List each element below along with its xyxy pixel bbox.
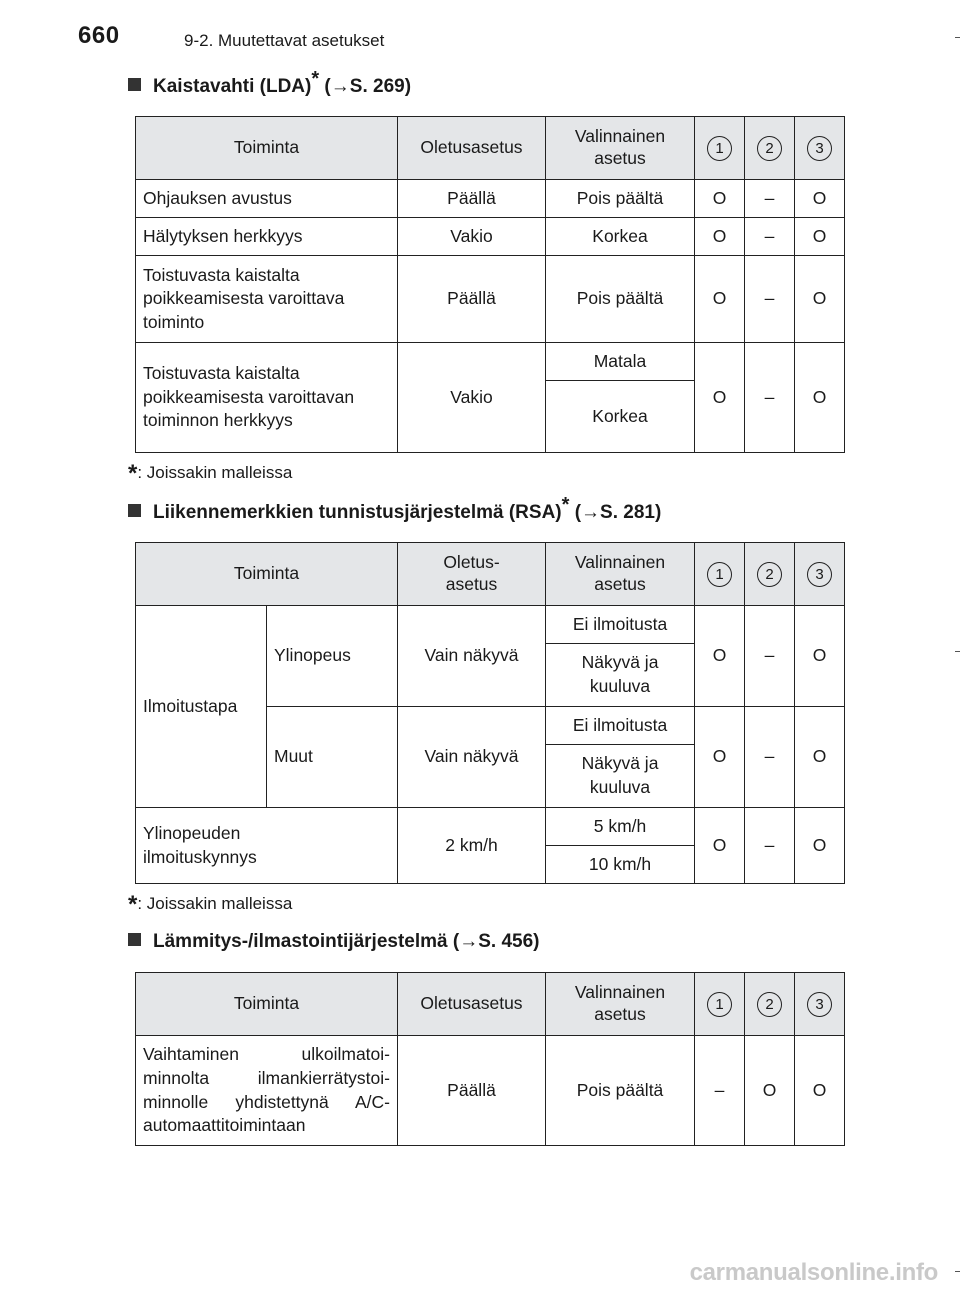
cell-function: Toistuvasta kaistalta poikkeamisesta varoittava toiminto: [136, 256, 398, 343]
cell-c3: O: [795, 180, 845, 218]
cell-default: Vain näkyvä: [398, 606, 546, 707]
cell-default: 2 km/h: [398, 808, 546, 884]
cell-c1: O: [695, 218, 745, 256]
cell-c2: –: [745, 707, 795, 808]
cell-option: Korkea: [546, 381, 695, 453]
col-header-default: Oletus-asetus: [398, 543, 546, 606]
cell-function: Hälytyksen herkkyys: [136, 218, 398, 256]
cell-option: Näkyvä ja kuuluva: [546, 644, 695, 707]
cell-option: Korkea: [546, 218, 695, 256]
cell-default: Päällä: [398, 256, 546, 343]
bullet-square-icon: [128, 933, 141, 946]
table-row: [136, 343, 845, 381]
chapter-title: 9-2. Muutettavat asetukset: [184, 31, 385, 50]
bullet-square-icon: [128, 78, 141, 91]
crop-mark: [955, 1271, 960, 1272]
cell-default: Vakio: [398, 343, 546, 453]
cell-function: Toistuvasta kaistalta poikkeamisesta varoittavan toiminnon herkkyys: [136, 343, 398, 453]
cell-c2: –: [745, 218, 795, 256]
cell-option: 10 km/h: [546, 846, 695, 884]
arrow-right-icon: →: [330, 76, 350, 97]
cell-c2: –: [745, 808, 795, 884]
cell-c3: O: [795, 808, 845, 884]
cell-c1: –: [695, 1036, 745, 1146]
cell-function: Ohjauksen avustus: [136, 180, 398, 218]
col-header-1: 1: [695, 543, 745, 606]
cell-option: 5 km/h: [546, 808, 695, 846]
table-row: [136, 808, 845, 846]
col-header-2: 2: [745, 543, 795, 606]
section-heading-rsa: Liikennemerkkien tunnistusjärjestelmä (RSA)* (→S. 281): [128, 502, 661, 524]
cell-c1: O: [695, 707, 745, 808]
col-header-2: 2: [745, 117, 795, 180]
cell-c1: O: [695, 808, 745, 884]
col-header-default: Oletusasetus: [398, 117, 546, 180]
cell-c1: O: [695, 606, 745, 707]
cell-default: Päällä: [398, 1036, 546, 1146]
col-header-1: 1: [695, 973, 745, 1036]
page-reference[interactable]: S. 456): [478, 931, 540, 952]
arrow-right-icon: →: [459, 931, 479, 952]
footnote: *: Joissakin malleissa: [128, 891, 293, 918]
table-row: [136, 256, 845, 343]
col-header-function: Toiminta: [136, 543, 398, 606]
hvac-settings-table: [135, 972, 845, 1146]
page-reference[interactable]: S. 269): [349, 76, 412, 97]
cell-subfunction: Muut: [267, 707, 398, 808]
cell-group: Ilmoitustapa: [136, 606, 267, 808]
bullet-square-icon: [128, 504, 141, 517]
table-row: [136, 180, 845, 218]
col-header-default: Oletusasetus: [398, 973, 546, 1036]
col-header-optional: Valinnainen asetus: [546, 543, 695, 606]
cell-subfunction: Ylinopeus: [267, 606, 398, 707]
arrow-right-icon: →: [581, 502, 601, 523]
cell-c3: O: [795, 218, 845, 256]
rsa-settings-table: [135, 542, 845, 884]
cell-c1: O: [695, 343, 745, 453]
page-number: 660: [78, 22, 120, 49]
lda-settings-table: [135, 116, 845, 453]
cell-c2: –: [745, 343, 795, 453]
col-header-3: 3: [795, 117, 845, 180]
cell-option: Näkyvä ja kuuluva: [546, 745, 695, 808]
watermark: carmanualsonline.info: [689, 1259, 938, 1286]
cell-function: Vaihtaminen ulkoilmatoi-minnolta ilmankierrätystoi-minnolle yhdistettynä A/C-automaattitoimintaan: [136, 1036, 398, 1146]
table-row: [136, 606, 845, 644]
section-heading-lda: Kaistavahti (LDA)* (→S. 269): [128, 76, 411, 98]
cell-c1: O: [695, 256, 745, 343]
cell-default: Päällä: [398, 180, 546, 218]
cell-c3: O: [795, 1036, 845, 1146]
cell-c2: –: [745, 180, 795, 218]
crop-mark: [955, 37, 960, 38]
footnote: *: Joissakin malleissa: [128, 460, 293, 487]
cell-option: Pois päältä: [546, 180, 695, 218]
cell-option: Matala: [546, 343, 695, 381]
cell-c2: –: [745, 606, 795, 707]
col-header-function: Toiminta: [136, 117, 398, 180]
cell-function: Ylinopeuden ilmoituskynnys: [136, 808, 398, 884]
cell-option: Pois päältä: [546, 1036, 695, 1146]
cell-option: Pois päältä: [546, 256, 695, 343]
col-header-function: Toiminta: [136, 973, 398, 1036]
cell-c3: O: [795, 343, 845, 453]
col-header-2: 2: [745, 973, 795, 1036]
col-header-3: 3: [795, 973, 845, 1036]
section-heading-hvac: Lämmitys-/ilmastointijärjestelmä (→S. 456): [128, 931, 539, 953]
col-header-optional: Valinnainen asetus: [546, 973, 695, 1036]
col-header-1: 1: [695, 117, 745, 180]
cell-c3: O: [795, 256, 845, 343]
cell-c2: O: [745, 1036, 795, 1146]
cell-c3: O: [795, 707, 845, 808]
cell-default: Vakio: [398, 218, 546, 256]
cell-default: Vain näkyvä: [398, 707, 546, 808]
cell-c2: –: [745, 256, 795, 343]
table-row: [136, 1036, 845, 1146]
col-header-3: 3: [795, 543, 845, 606]
table-row: [136, 218, 845, 256]
col-header-optional: Valinnainen asetus: [546, 117, 695, 180]
crop-mark: [955, 651, 960, 652]
cell-option: Ei ilmoitusta: [546, 606, 695, 644]
cell-c1: O: [695, 180, 745, 218]
cell-c3: O: [795, 606, 845, 707]
page-reference[interactable]: S. 281): [600, 502, 662, 523]
cell-option: Ei ilmoitusta: [546, 707, 695, 745]
